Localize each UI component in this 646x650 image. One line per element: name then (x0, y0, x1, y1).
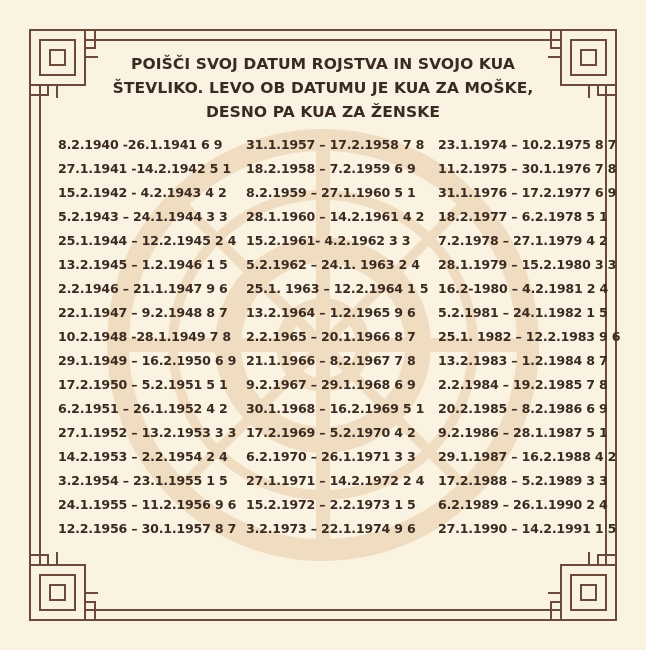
date-range-row: 5.2.1981 – 24.1.1982 1 5 (438, 305, 608, 320)
date-range-row: 6.2.1970 – 26.1.1971 3 3 (246, 449, 416, 464)
date-range-row: 8.2.1959 – 27.1.1960 5 1 (246, 185, 416, 200)
date-range-row: 6.2.1951 – 26.1.1952 4 2 (58, 401, 228, 416)
date-range-row: 28.1.1979 – 15.2.1980 3 3 (438, 257, 617, 272)
date-range-row: 31.1.1957 – 17.2.1958 7 8 (246, 137, 425, 152)
date-range-row: 31.1.1976 – 17.2.1977 6 9 (438, 185, 617, 200)
date-range-row: 15.2.1972 – 2.2.1973 1 5 (246, 497, 416, 512)
date-range-row: 17.2.1988 – 5.2.1989 3 3 (438, 473, 608, 488)
date-range-row: 25.1. 1963 – 12.2.1964 1 5 (246, 281, 429, 296)
title-line-2: ŠTEVLIKO. LEVO OB DATUMU JE KUA ZA MOŠKE, (112, 79, 534, 97)
date-range-row: 10.2.1948 -28.1.1949 7 8 (58, 329, 231, 344)
date-range-row: 2.2.1946 – 21.1.1947 9 6 (58, 281, 228, 296)
date-range-row: 18.2.1958 – 7.2.1959 6 9 (246, 161, 416, 176)
date-column-3 (438, 133, 621, 541)
date-range-row: 13.2.1983 – 1.2.1984 8 7 (438, 353, 608, 368)
date-range-row: 29.1.1949 – 16.2.1950 6 9 (58, 353, 237, 368)
title-line-1: POIŠČI SVOJ DATUM ROJSTVA IN SVOJO KUA (130, 55, 515, 73)
title-line-3: DESNO PA KUA ZA ŽENSKE (205, 103, 441, 121)
date-range-row: 9.2.1986 – 28.1.1987 5 1 (438, 425, 608, 440)
date-range-row: 13.2.1964 – 1.2.1965 9 6 (246, 305, 416, 320)
date-range-row: 8.2.1940 -26.1.1941 6 9 (58, 137, 223, 152)
date-range-row: 3.2.1973 – 22.1.1974 9 6 (246, 521, 416, 536)
date-range-row: 23.1.1974 – 10.2.1975 8 7 (438, 137, 617, 152)
date-range-row: 18.2.1977 – 6.2.1978 5 1 (438, 209, 608, 224)
date-range-row: 20.2.1985 – 8.2.1986 6 9 (438, 401, 608, 416)
date-column-2 (246, 133, 429, 541)
date-range-row: 30.1.1968 – 16.2.1969 5 1 (246, 401, 425, 416)
date-range-row: 12.2.1956 – 30.1.1957 8 7 (58, 521, 237, 536)
date-column-1 (58, 133, 237, 541)
date-range-row: 2.2.1984 – 19.2.1985 7 8 (438, 377, 608, 392)
date-range-row: 9.2.1967 – 29.1.1968 6 9 (246, 377, 416, 392)
date-range-row: 13.2.1945 – 1.2.1946 1 5 (58, 257, 228, 272)
page-title (90, 52, 556, 124)
date-range-row: 27.1.1952 – 13.2.1953 3 3 (58, 425, 237, 440)
date-range-row: 7.2.1978 – 27.1.1979 4 2 (438, 233, 608, 248)
date-range-row: 5.2.1962 – 24.1. 1963 2 4 (246, 257, 420, 272)
date-range-row: 21.1.1966 – 8.2.1967 7 8 (246, 353, 416, 368)
date-range-row: 25.1. 1982 – 12.2.1983 9 6 (438, 329, 621, 344)
date-range-row: 15.2.1942 - 4.2.1943 4 2 (58, 185, 227, 200)
date-range-row: 29.1.1987 – 16.2.1988 4 2 (438, 449, 617, 464)
date-range-row: 27.1.1990 – 14.2.1991 1 5 (438, 521, 617, 536)
date-range-row: 6.2.1989 – 26.1.1990 2 4 (438, 497, 608, 512)
date-range-row: 14.2.1953 – 2.2.1954 2 4 (58, 449, 228, 464)
date-range-row: 22.1.1947 – 9.2.1948 8 7 (58, 305, 228, 320)
date-range-row: 17.2.1950 – 5.2.1951 5 1 (58, 377, 228, 392)
date-range-row: 27.1.1941 -14.2.1942 5 1 (58, 161, 231, 176)
date-range-row: 15.2.1961- 4.2.1962 3 3 (246, 233, 411, 248)
date-range-row: 2.2.1965 – 20.1.1966 8 7 (246, 329, 416, 344)
date-range-row: 25.1.1944 – 12.2.1945 2 4 (58, 233, 237, 248)
date-range-row: 17.2.1969 – 5.2.1970 4 2 (246, 425, 416, 440)
date-range-row: 16.2-1980 – 4.2.1981 2 4 (438, 281, 609, 296)
date-range-row: 28.1.1960 – 14.2.1961 4 2 (246, 209, 425, 224)
date-range-row: 27.1.1971 – 14.2.1972 2 4 (246, 473, 425, 488)
date-range-row: 5.2.1943 – 24.1.1944 3 3 (58, 209, 228, 224)
date-range-row: 3.2.1954 – 23.1.1955 1 5 (58, 473, 228, 488)
date-range-row: 24.1.1955 – 11.2.1956 9 6 (58, 497, 237, 512)
date-range-row: 11.2.1975 – 30.1.1976 7 8 (438, 161, 617, 176)
